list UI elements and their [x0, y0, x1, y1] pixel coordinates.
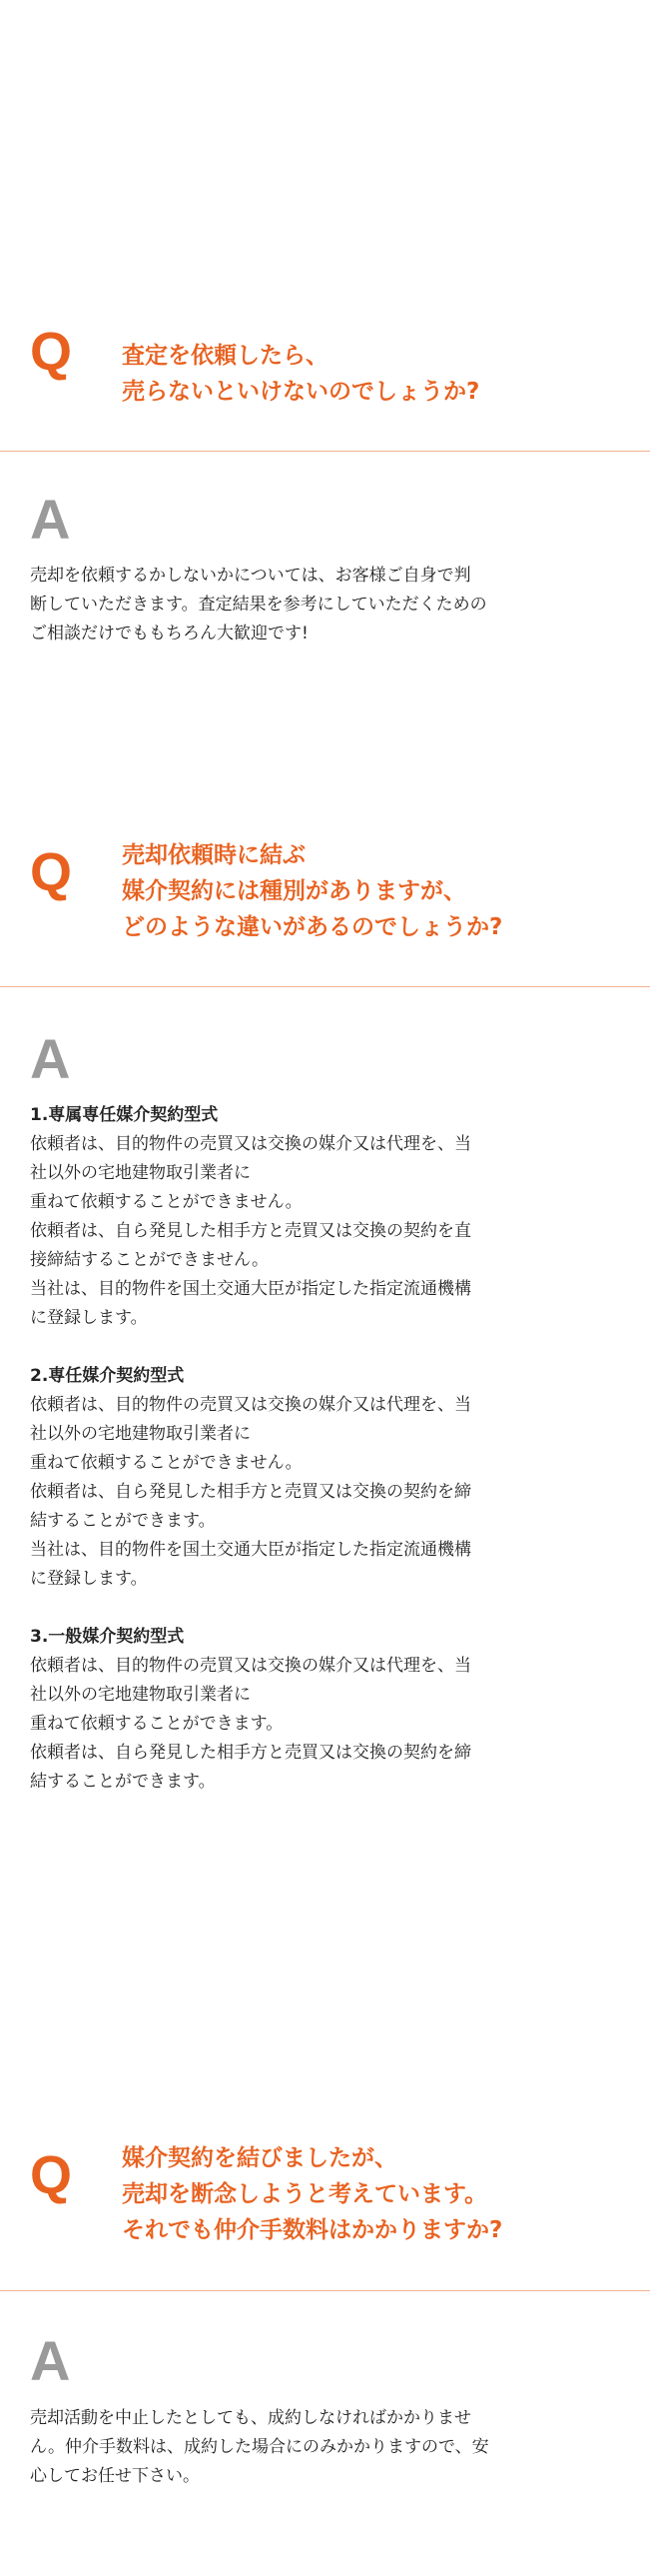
question-text: 査定を依頼したら、 売らないといけないのでしょうか?	[122, 343, 480, 405]
section-heading: 1.専属専任媒介契約型式	[30, 1105, 219, 1125]
answer-text: 売却を依頼するかしないかについては、お客様ご自身で判 断していただきます。査定結果を参考にしていただくための ご相談だけでももちろん大歓迎です!	[30, 566, 487, 644]
question-text: 売却依頼時に結ぶ 媒介契約には種別がありますが、 どのような違いがあるのでしょうか?	[122, 842, 503, 940]
answer-text: 売却活動を中止したとしても、成約しなければかかりませ ん。仲介手数料は、成約した場合にのみかかりますので、安 心してお任せ下さい。	[30, 2408, 489, 2486]
section-heading: 3.一般媒介契約型式	[30, 1627, 185, 1647]
divider	[0, 451, 650, 452]
q-mark: Q	[30, 322, 73, 382]
a-mark: A	[30, 1027, 71, 1090]
q-mark: Q	[30, 2145, 73, 2205]
a-mark: A	[30, 2329, 71, 2392]
section-heading: 2.専任媒介契約型式	[30, 1366, 185, 1386]
q-mark: Q	[30, 842, 73, 902]
divider	[0, 2290, 650, 2291]
question-text: 媒介契約を結びましたが、 売却を断念しようと考えています。 それでも仲介手数料はかかりますか?	[122, 2145, 503, 2243]
divider	[0, 986, 650, 987]
answer-text: 1.専属専任媒介契約型式 依頼者は、目的物件の売買又は交換の媒介又は代理を、当 社以外の宅地建物取引業者に 重ねて依頼することができません。 依頼者は、自ら発見した相手方と売買又は交換の契約を直 接締結することができません。 当社は、目的物件を国土交通大臣が指定した指定流通機構 に登録します。 2.専任媒介契約型式 依頼者は、目的物件の売買又は交換の媒介又は代理を、当 社以外の宅地建物取引業者に 重ねて依頼することができません。 依頼者は、自ら発見した相手方と売買又は交換の契約を締 結することができます。 当社は、目的物件を国土交通大臣が指定した指定流通機構 に登録します。 3.一般媒介契約型式 依頼者は、目的物件の売買又は交換の媒介又は代理を、当 社以外の宅地建物取引業者に 重ねて依頼することができます。 依頼者は、自ら発見した相手方と売買又は交換の契約を締 結することができます。	[30, 1101, 619, 1797]
a-mark: A	[30, 488, 71, 551]
